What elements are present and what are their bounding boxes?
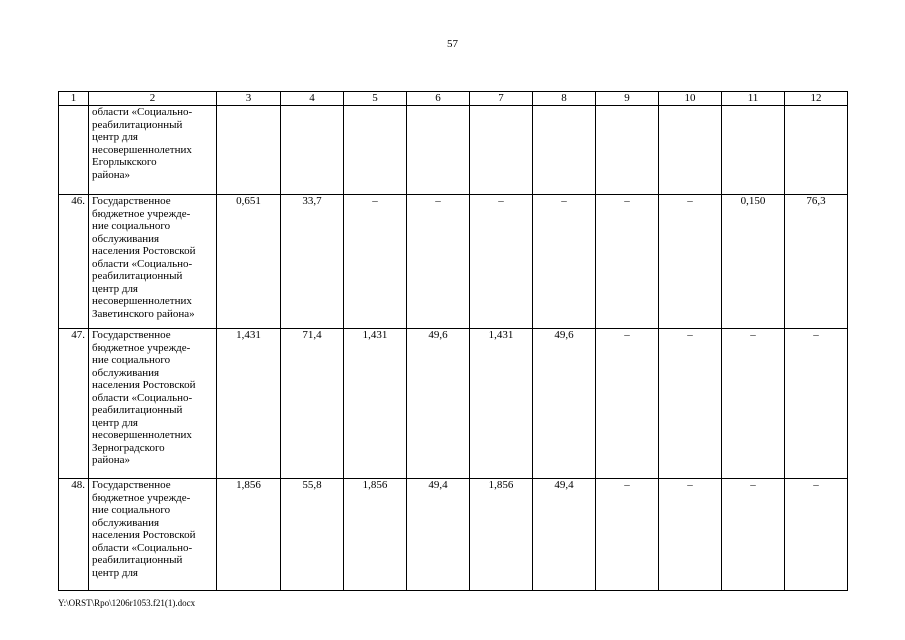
value-cell: 0,651 (217, 195, 281, 329)
value-cell (344, 106, 407, 195)
table-header-row (59, 92, 848, 106)
column-header: 6 (407, 92, 470, 106)
value-cell (722, 106, 785, 195)
column-header: 7 (470, 92, 533, 106)
value-cell (407, 106, 470, 195)
value-cell: – (722, 329, 785, 479)
column-header: 9 (596, 92, 659, 106)
value-cell (533, 106, 596, 195)
row-number: 46. (59, 195, 89, 329)
value-cell: 1,856 (344, 479, 407, 591)
row-number (59, 106, 89, 195)
value-cell: 71,4 (281, 329, 344, 479)
value-cell (281, 106, 344, 195)
value-cell (217, 106, 281, 195)
column-header: 1 (59, 92, 89, 106)
value-cell: 1,431 (470, 329, 533, 479)
value-cell: – (659, 329, 722, 479)
file-path-footer: Y:\ORST\Rpo\1206r1053.f21(1).docx (58, 598, 196, 608)
table-row (59, 479, 848, 591)
value-cell: 55,8 (281, 479, 344, 591)
value-cell (596, 106, 659, 195)
column-header: 10 (659, 92, 722, 106)
value-cell: – (407, 195, 470, 329)
value-cell: 49,6 (407, 329, 470, 479)
value-cell: 49,4 (533, 479, 596, 591)
institution-name: области «Социально- реабилитационный центр для несовершеннолетних Егорлыкского района» (89, 106, 217, 195)
value-cell: – (785, 329, 848, 479)
page-number: 57 (447, 38, 458, 50)
value-cell (659, 106, 722, 195)
value-cell: – (659, 195, 722, 329)
value-cell: 1,431 (344, 329, 407, 479)
value-cell: – (659, 479, 722, 591)
row-number: 47. (59, 329, 89, 479)
value-cell: 1,856 (217, 479, 281, 591)
column-header: 12 (785, 92, 848, 106)
value-cell: – (344, 195, 407, 329)
institution-name: Государственное бюджетное учрежде- ние социального обслуживания населения Ростовской области «Социально- реабилитационный центр для несовершеннолетних Зерноградского района» (89, 329, 217, 479)
column-header: 11 (722, 92, 785, 106)
value-cell: – (470, 195, 533, 329)
value-cell: 1,856 (470, 479, 533, 591)
column-header: 3 (217, 92, 281, 106)
table-row (59, 195, 848, 329)
table-row (59, 106, 848, 195)
institution-name: Государственное бюджетное учрежде- ние социального обслуживания населения Ростовской области «Социально- реабилитационный центр для (89, 479, 217, 591)
value-cell: 76,3 (785, 195, 848, 329)
value-cell: 1,431 (217, 329, 281, 479)
value-cell: – (533, 195, 596, 329)
table-row (59, 329, 848, 479)
value-cell: 49,6 (533, 329, 596, 479)
value-cell: – (596, 195, 659, 329)
value-cell: 0,150 (722, 195, 785, 329)
row-number: 48. (59, 479, 89, 591)
data-table (58, 91, 848, 591)
institution-name: Государственное бюджетное учрежде- ние социального обслуживания населения Ростовской области «Социально- реабилитационный центр для несовершеннолетних Заветинского района» (89, 195, 217, 329)
value-cell: 49,4 (407, 479, 470, 591)
value-cell: – (722, 479, 785, 591)
column-header: 5 (344, 92, 407, 106)
column-header: 8 (533, 92, 596, 106)
column-header: 4 (281, 92, 344, 106)
value-cell (785, 106, 848, 195)
value-cell: – (785, 479, 848, 591)
value-cell (470, 106, 533, 195)
value-cell: – (596, 329, 659, 479)
value-cell: 33,7 (281, 195, 344, 329)
value-cell: – (596, 479, 659, 591)
column-header: 2 (89, 92, 217, 106)
